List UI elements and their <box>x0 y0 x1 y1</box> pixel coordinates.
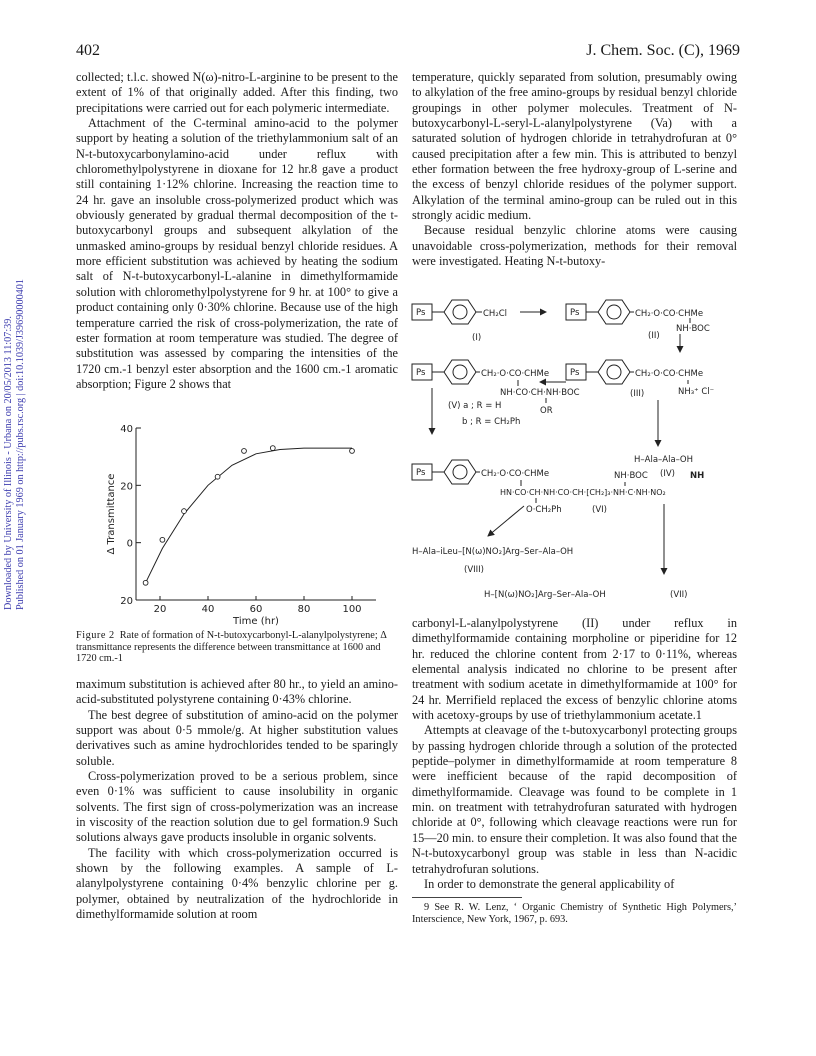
ps-label: Ps <box>416 368 426 378</box>
y-tick-label: 0 <box>126 538 133 550</box>
compound-v: CH₂·O·CO·CHMe <box>481 369 550 379</box>
y-axis-label: Δ Transmittance <box>106 473 117 555</box>
ps-label: Ps <box>570 368 580 378</box>
paragraph: Attempts at cleavage of the t-butoxycarbonyl protecting groups by passing hydrogen chloride through a solution of the protected peptide–polymer in dimethylformamide at room temperature 8 were inefficient because of the rapid decomposition of dimethylformamide. Cleavage was found to be complete in 1 min. on treatment with tetrahydrofuran saturated with hydrogen chloride at 0°, following which cleavage reactions were run for 15—20 min. to ensure their completion. It was also found that the N-t-butoxycarbonyl group was stable in less than N-acidic tetrahydrofuran solutions. <box>412 723 737 876</box>
label-v: (V) a ; R = H <box>448 401 502 411</box>
paragraph: The facility with which cross-polymerization occurred is shown by the following examples. A sample of L-alanylpolystyrene containing 0·4% benzylic chlorine per g. polymer, obtained by neutralization of the hydrochloride in dimethylformamide solution at room <box>76 845 398 922</box>
compound-iii-salt: NH₃⁺ Cl⁻ <box>678 387 715 397</box>
compound-i: CH₂Cl <box>483 309 508 319</box>
ps-label: Ps <box>416 468 426 478</box>
caption-label: Figure 2 <box>76 630 115 641</box>
benzene-ring <box>444 360 476 384</box>
doi-notice: Published on 01 January 1969 on http://pubs.rsc.org | doi:10.1039/J39690000401 <box>15 279 26 610</box>
paragraph: Attachment of the C-terminal amino-acid to the polymer support by heating a solution of the triethylammonium salt of an N-t-butoxycarbonylamino-acid under reflux with chloromethylpolystyrene in dioxane for 12 hr.8 gave a product still containing 1·12% chlorine. Increasing the reaction time to 24 hr. gave an insoluble cross-polymerized product which was obviously generated by gradual thermal decomposition of the t-butoxycarbonyl groups and subsequent alkylation of the unmasked amino-groups by residual benzyl chloride residues. A more efficient substitution was achieved by heating the sodium salt of N-t-butoxycarbonyl-L-alanine in dimethylformamide solution with chloromethylpolystyrene for 9 hr. at 100° to give a product containing only 0·30% chlorine. Because use of the high temperature carried the risk of cross-polymerization, the rate of ester formation at room temperature was studied. The degree of substitution was assessed by comparing the intensities of the 1720 cm.-1 benzyl ester absorption and the 1600 cm.-1 aromatic absorption; Figure 2 shows that <box>76 116 398 391</box>
label-i: (I) <box>472 333 482 343</box>
x-tick-label: 20 <box>153 604 167 615</box>
label-iv: (IV) <box>660 469 675 479</box>
compound-ii: CH₂·O·CO·CHMe <box>635 309 704 319</box>
page-number: 402 <box>76 42 100 59</box>
label-ii: (II) <box>648 331 660 341</box>
data-point <box>182 509 187 514</box>
paragraph: carbonyl-L-alanylpolystyrene (II) under reflux in dimethylformamide containing morpholine or piperidine for 12 hr. reduced the chlorine content from 2·17 to 0·11%, whereas elemental analysis indicated no chlorine to be present after treatment with sodium acetate in dimethylformamide at 100° for 24 hr. Merrifield replaced the excess of benzylic chlorine atoms with acetoxy-groups by use of triethylammonium acetate.1 <box>412 616 737 723</box>
x-axis-label: Time (hr) <box>233 616 279 627</box>
benzene-ring <box>444 300 476 324</box>
compound-v-or: OR <box>540 406 553 416</box>
reaction-scheme <box>408 296 742 608</box>
label-iii: (III) <box>630 389 645 399</box>
journal-header: J. Chem. Soc. (C), 1969 <box>586 42 740 59</box>
data-point <box>242 449 247 454</box>
x-tick-label: 80 <box>297 604 311 615</box>
paragraph: collected; t.l.c. showed N(ω)-nitro-L-arginine to be present to the extent of 1% of that originally added. After this finding, two precipitations were carried out for each polymeric intermediate. <box>76 70 398 115</box>
caption-text: Rate of formation of N-t-butoxycarbonyl-L-alanylpolystyrene; Δ transmittance represents the difference between transmittance at 1600 and 1720 cm.-1 <box>76 630 387 665</box>
compound-vi-chain: HN·CO·CH·NH·CO·CH·[CH₂]₃·NH·C·NH·NO₂ <box>500 488 666 497</box>
compound-vi-benzyl: O·CH₂Ph <box>526 505 562 515</box>
compound-iv: H–Ala–Ala–OH <box>634 455 693 465</box>
left-column-lower <box>76 677 398 923</box>
y-tick-label: 40 <box>120 424 133 435</box>
label-viii: (VIII) <box>464 565 484 575</box>
label-vii: (VII) <box>670 590 688 600</box>
download-notice: Downloaded by University of Illinois - Urbana on 20/05/2013 11:07:39. <box>3 316 14 610</box>
paragraph: The best degree of substitution of amino-acid on the polymer support was about 0·5 mmole/g. At higher substitution values derivatives such as amine hydrochlorides tended to be sparingly soluble. <box>76 707 398 768</box>
ps-label: Ps <box>416 308 426 318</box>
paragraph: Because residual benzylic chlorine atoms were causing unavoidable cross-polymerization, methods for their removal were investigated. Heating N-t-butoxy- <box>412 223 737 269</box>
compound-vi: CH₂·O·CO·CHMe <box>481 469 550 479</box>
figure-2-chart <box>76 418 396 628</box>
data-point <box>143 580 148 585</box>
data-point <box>215 474 220 479</box>
paragraph: maximum substitution is achieved after 80 hr., to yield an amino-acid-substituted polystyrene containing 0·43% chlorine. <box>76 677 398 707</box>
right-column <box>412 70 737 269</box>
data-point <box>160 537 165 542</box>
compound-vii: H–[N(ω)NO₂]Arg–Ser–Ala–OH <box>484 590 606 600</box>
arrow <box>488 506 524 536</box>
figure-caption <box>76 630 396 665</box>
y-tick-label: 20 <box>120 481 133 493</box>
compound-ii-boc: NH·BOC <box>676 324 710 334</box>
left-column <box>76 70 398 392</box>
footnote-rule <box>412 897 522 898</box>
footnote: 9 See R. W. Lenz, ‘ Organic Chemistry of Synthetic High Polymers,’ Interscience, New York, 1967, p. 693. <box>412 902 737 926</box>
paragraph: In order to demonstrate the general applicability of <box>424 876 675 891</box>
x-tick-label: 40 <box>201 604 215 615</box>
right-column-lower <box>412 616 737 926</box>
benzene-ring <box>598 360 630 384</box>
data-point <box>270 446 275 451</box>
paragraph: Cross-polymerization proved to be a serious problem, since even 0·1% was sufficient to cause insolubility in organic solvents. The first sign of cross-polymerization was an increase in viscosity of the reaction solution due to gel formation.9 Such solutions always gave products insoluble in organic solvents. <box>76 769 398 845</box>
label-vi: (VI) <box>592 505 607 515</box>
compound-vi-nh: NH <box>690 471 705 481</box>
y-tick-label: 20 <box>120 596 133 607</box>
paragraph: temperature, quickly separated from solution, presumably owing to alkylation of the free amino-groups by residual benzyl chloride groupings in other polymer molecules. Treatment of N-butoxycarbonyl-L-seryl-L-alanylpolystyrene (Va) with a saturated solution of hydrogen chloride in tetrahydrofuran at 0° caused precipitation after a few min. This is attributed to benzyl ether formation between the free hydroxy-group of L-serine and the excess of benzyl chloride residues of the polymer support. Alkylation of the terminal amino-group can be ruled out in this strongly acidic medium. <box>412 70 737 223</box>
compound-iii: CH₂·O·CO·CHMe <box>635 369 704 379</box>
benzene-ring <box>598 300 630 324</box>
ps-label: Ps <box>570 308 580 318</box>
compound-vi-boc: NH·BOC <box>614 471 648 481</box>
label-v-b: b ; R = CH₂Ph <box>462 417 521 427</box>
compound-viii: H–Ala–iLeu–[N(ω)NO₂]Arg–Ser–Ala–OH <box>412 547 574 557</box>
x-tick-label: 60 <box>249 604 263 615</box>
fit-curve <box>146 448 352 583</box>
benzene-ring <box>444 460 476 484</box>
data-point <box>350 449 355 454</box>
x-tick-label: 100 <box>342 604 362 615</box>
compound-v-chain: NH·CO·CH·NH·BOC <box>500 388 580 398</box>
